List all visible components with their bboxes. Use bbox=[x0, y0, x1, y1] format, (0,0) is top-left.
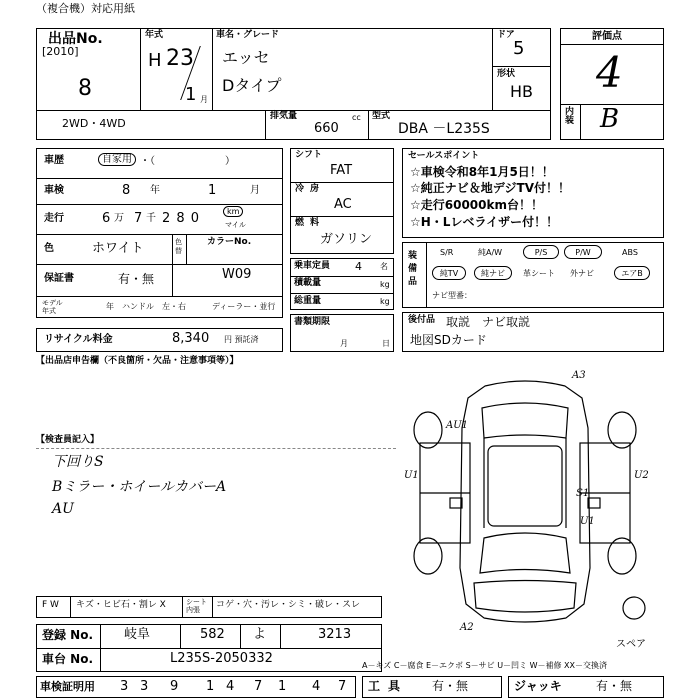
eq-navi: 純ナビ bbox=[474, 266, 512, 280]
mark-u2: U2 bbox=[634, 470, 649, 481]
mileage-sen-unit: 千 bbox=[146, 213, 156, 224]
eq-alloy: 純A/W bbox=[478, 248, 503, 257]
fuel-label: 燃料 bbox=[295, 218, 326, 228]
registration-place: 岐阜 bbox=[124, 627, 151, 642]
color-label: 色 bbox=[44, 243, 54, 254]
aftermarket-label: 後付品 bbox=[408, 315, 436, 325]
registration-label: 登録 No. bbox=[42, 628, 94, 642]
inspector-label: 【検査員記入】 bbox=[36, 435, 100, 445]
year-era: H bbox=[148, 50, 162, 71]
shift-label: シフト bbox=[295, 150, 323, 160]
doc-due-month: 月 bbox=[340, 339, 348, 348]
lot-label: 出品No. bbox=[48, 31, 103, 47]
model-grade: Dタイプ bbox=[222, 76, 282, 95]
eq-tv: 純TV bbox=[432, 266, 466, 280]
sales-point-1: ☆車検令和8年1月5日！！ bbox=[410, 165, 554, 179]
capacity-label: 乗車定員 bbox=[294, 261, 331, 271]
spare-label: スペア bbox=[616, 639, 646, 650]
chassis-value: L235S-2050332 bbox=[170, 651, 273, 666]
recycle-label: リサイクル料金 bbox=[44, 334, 113, 345]
inspector-note-3: AU bbox=[52, 501, 74, 517]
cert-num-2: 3 bbox=[140, 679, 149, 694]
interior-label: 内装 bbox=[565, 107, 575, 126]
seller-note-label: 【出品店申告欄（不良箇所・欠品・注意事項等）】 bbox=[36, 356, 239, 366]
inspector-note-1: 下回りS bbox=[52, 454, 104, 470]
type-value: DBA －L235S bbox=[398, 121, 490, 137]
mark-u1-left: U1 bbox=[404, 470, 419, 481]
mileage-label: 走行 bbox=[44, 213, 64, 224]
eq-sr: S/R bbox=[440, 248, 454, 257]
inspection-year-unit: 年 bbox=[150, 185, 160, 196]
seat-label: シート 内張 bbox=[186, 598, 207, 614]
ac-value: AC bbox=[334, 197, 352, 212]
inspection-label: 車検 bbox=[44, 185, 64, 196]
mileage-unit-mile: マイル bbox=[225, 221, 246, 229]
dealer-type: ディーラー・並行 bbox=[212, 302, 276, 311]
shape-value: HB bbox=[510, 82, 534, 101]
lot-stamp: [2010] bbox=[42, 45, 79, 58]
details-box bbox=[36, 148, 283, 318]
year-label: 年式 bbox=[145, 30, 164, 40]
model-name: エッセ bbox=[222, 48, 270, 67]
rating-label: 評価点 bbox=[592, 31, 622, 42]
color-change-label: 色替 bbox=[175, 238, 182, 255]
type-label: 型式 bbox=[372, 111, 391, 121]
mark-au1: AU1 bbox=[446, 420, 469, 431]
jack-label: ジャッキ bbox=[514, 679, 562, 693]
damage-legend: A－キズ C－腐食 E－エクボ S－サビ U－凹ミ W－補修 XX－交換済 bbox=[362, 661, 608, 670]
jack-value: 有・無 bbox=[596, 679, 633, 693]
shape-label: 形状 bbox=[497, 69, 516, 79]
cert-num-1: 3 bbox=[120, 679, 129, 694]
sales-point-3: ☆走行60000km台！！ bbox=[410, 198, 543, 212]
eq-abs: ABS bbox=[622, 248, 638, 257]
model-year-label: モデル 年式 bbox=[42, 299, 63, 315]
door-label: ドア bbox=[497, 30, 515, 40]
eq-ext-navi: 外ナビ bbox=[570, 269, 594, 278]
weight-unit: kg bbox=[380, 297, 390, 306]
mileage-man: 6 bbox=[102, 211, 111, 226]
month-unit: 月 bbox=[200, 95, 208, 104]
registration-number: 3213 bbox=[318, 627, 352, 642]
color-code: W09 bbox=[222, 267, 252, 282]
aftermarket-value-2: 地図SDカード bbox=[410, 333, 487, 347]
drive-type: 2WD・4WD bbox=[62, 117, 126, 130]
interior-score: B bbox=[600, 104, 620, 134]
year-month: 1 bbox=[185, 84, 197, 105]
cert-num-8: 4 bbox=[312, 679, 321, 694]
registration-kana: よ bbox=[253, 627, 267, 642]
mark-a2: A2 bbox=[460, 622, 474, 630]
capacity-unit: 名 bbox=[380, 262, 388, 271]
mileage-man-unit: 万 bbox=[114, 213, 124, 224]
navi-model-label: ナビ型番： bbox=[432, 291, 472, 300]
sales-point-2: ☆純正ナビ＆地デジTV付！！ bbox=[410, 181, 570, 195]
year-value: 23 bbox=[166, 46, 194, 71]
history-label: 車歴 bbox=[44, 155, 64, 166]
sales-point-4: ☆H・Lレベライザー付！！ bbox=[410, 215, 559, 229]
shift-value: FAT bbox=[330, 163, 353, 178]
eq-airbag: エアB bbox=[614, 266, 650, 280]
inspection-year: 8 bbox=[122, 183, 131, 198]
weight-label: 総重量 bbox=[294, 296, 322, 306]
displacement-unit: cc bbox=[352, 113, 361, 122]
rating-score: 4 bbox=[596, 48, 623, 97]
color-value: ホワイト bbox=[92, 241, 144, 256]
handle-side: ハンドル 左・右 bbox=[122, 302, 186, 311]
history-value: 自家用 bbox=[98, 153, 136, 166]
fw-items: キズ・ヒビ石・割レ X bbox=[76, 600, 166, 610]
cert-num-3: 9 bbox=[170, 679, 179, 694]
history-rest: ・（ ） bbox=[140, 156, 235, 167]
cert-num-6: 7 bbox=[254, 679, 263, 694]
mark-s1: S1 bbox=[576, 488, 590, 499]
displacement-value: 660 bbox=[314, 121, 339, 136]
doc-due-label: 書類期限 bbox=[294, 317, 331, 327]
mileage-sen: 7 bbox=[134, 211, 143, 226]
cert-num-5: 4 bbox=[226, 679, 235, 694]
inspector-note-2: Bミラー・ホイールカバーA bbox=[52, 479, 227, 495]
aftermarket-value-1: 取説 ナビ取説 bbox=[446, 315, 531, 329]
registration-class: 582 bbox=[200, 627, 225, 642]
mileage-rest: 2 8 0 bbox=[162, 211, 201, 226]
ac-label: 冷房 bbox=[295, 184, 326, 194]
recycle-value: 8,340 bbox=[172, 331, 210, 346]
mark-u1-right: U1 bbox=[580, 516, 595, 527]
cert-num-7: 1 bbox=[278, 679, 287, 694]
load-label: 積載量 bbox=[294, 278, 322, 288]
door-value: 5 bbox=[513, 38, 525, 59]
fw-label: F W bbox=[42, 600, 59, 610]
tools-label: 工具 bbox=[368, 679, 409, 693]
tools-value: 有・無 bbox=[432, 679, 469, 693]
seat-items: コゲ・穴・汚レ・シミ・破レ・スレ bbox=[216, 600, 361, 610]
inspection-month-unit: 月 bbox=[250, 185, 260, 196]
eq-leather: 革シート bbox=[523, 269, 555, 278]
model-label: 車名・グレード bbox=[216, 30, 280, 40]
form-header-note: （複合機）対応用紙 bbox=[36, 2, 135, 15]
lot-number: 8 bbox=[78, 76, 92, 101]
car-damage-diagram bbox=[390, 368, 660, 630]
mark-a3: A3 bbox=[572, 370, 586, 381]
eq-pw: P/W bbox=[564, 245, 602, 259]
doc-due-day: 日 bbox=[382, 339, 390, 348]
cert-num-9: 7 bbox=[338, 679, 347, 694]
sales-label: セールスポイント bbox=[408, 151, 480, 161]
eq-ps: P/S bbox=[523, 245, 559, 259]
warranty-label: 保証書 bbox=[44, 273, 74, 284]
equipment-label: 装備品 bbox=[408, 251, 418, 287]
displacement-label: 排気量 bbox=[270, 111, 298, 121]
fuel-value: ガソリン bbox=[320, 232, 373, 247]
mileage-unit-km: km bbox=[223, 206, 243, 217]
model-year-unit: 年 bbox=[106, 302, 114, 311]
chassis-label: 車台 No. bbox=[42, 652, 94, 666]
cert-num-4: 1 bbox=[206, 679, 215, 694]
cert-label: 車検証明用 bbox=[40, 680, 95, 693]
capacity-value: 4 bbox=[355, 260, 362, 273]
inspection-month: 1 bbox=[208, 183, 217, 198]
recycle-unit: 円 預託済 bbox=[224, 335, 259, 344]
load-unit: kg bbox=[380, 280, 390, 289]
color-code-label: カラーNo. bbox=[207, 237, 252, 247]
warranty-value: 有・無 bbox=[118, 272, 155, 286]
